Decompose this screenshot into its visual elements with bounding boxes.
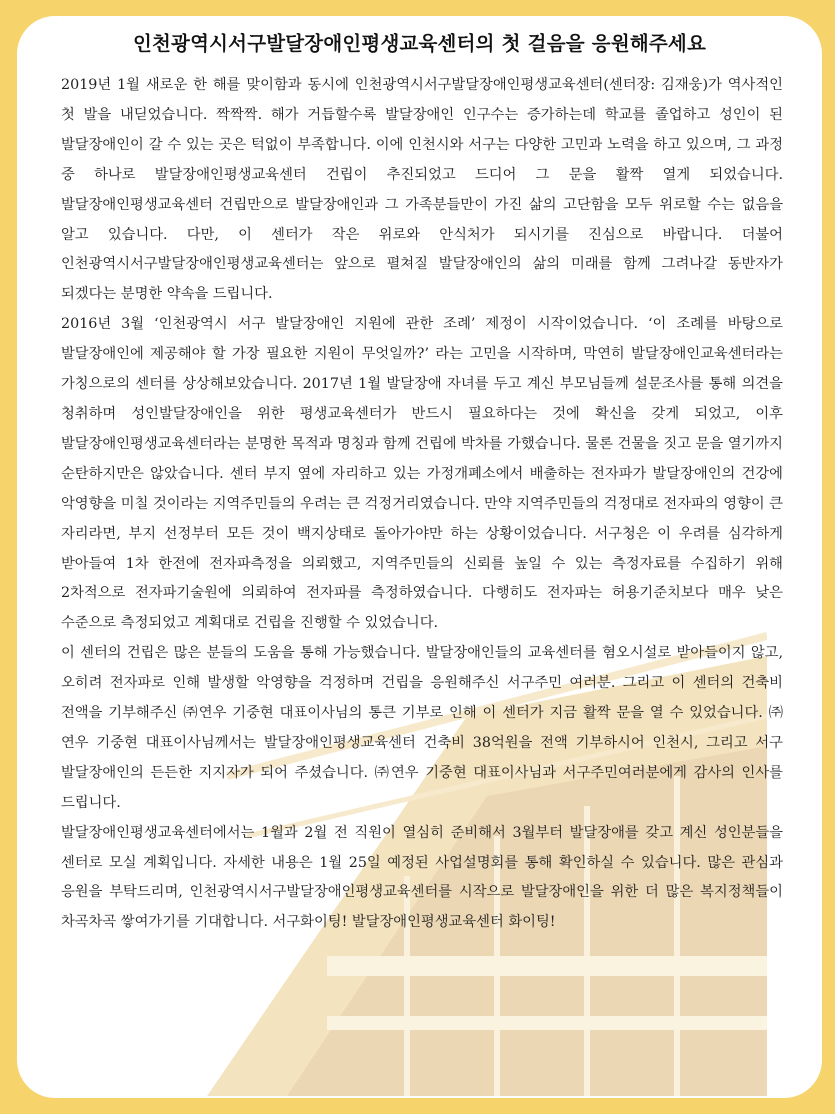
paragraph-1: 2019년 1월 새로운 한 해를 맞이함과 동시에 인천광역시서구발달장애인평생교육센터(센터장: 김재웅)가 역사적인 첫 발을 내딛었습니다. 짝짝짝. 해가 거듭할수록 발달장애인 인구수는 증가하는데 학교를 졸업하고 성인이 된 발달장애인이 갈 수 있는 곳은 턱없이 부족합니다. 이에 인천시와 서구는 다양한 고민과 노력을 하고 있으며, 그 과정 중 하나로 발달장애인평생교육센터 건립이 추진되었고 드디어 그 문을 활짝 열게 되었습니다. 발달장애인평생교육센터 건립만으로 발달장애인과 그 가족분들만이 가진 삶의 고단함을 모두 위로할 수는 없음을 알고 있습니다. 다만, 이 센터가 작은 위로와 안식처가 되시기를 진심으로 바랍니다. 더불어 인천광역시서구발달장애인평생교육센터는 앞으로 펼쳐질 발달장애인의 삶의 미래를 함께 그려나갈 동반자가 되겠다는 분명한 약속을 드립니다. — [61, 77, 783, 303]
paragraph-4: 발달장애인평생교육센터에서는 1월과 2월 전 직원이 열심히 준비해서 3월부터 발달장애를 갖고 계신 성인분들을 센터로 모실 계획입니다. 자세한 내용은 1월 25일 예정된 사업설명회를 통해 확인하실 수 있습니다. 많은 관심과 응원을 부탁드리며, 인천광역시서구발달장애인평생교육센터를 시작으로 발달장애인을 위한 더 많은 복지정책들이 차곡차곡 쌓여가기를 기대합니다. 서구화이팅! 발달장애인평생교육센터 화이팅! — [61, 824, 783, 931]
paragraph-3: 이 센터의 건립은 많은 분들의 도움을 통해 가능했습니다. 발달장애인들의 교육센터를 혐오시설로 받아들이지 않고, 오히려 전자파로 인해 발생할 악영향을 걱정하며 건립을 응원해주신 서구주민 여러분. 그리고 이 센터의 건축비 전액을 기부해주신 ㈜연우 기중현 대표이사님의 통큰 기부로 인해 이 센터가 지금 활짝 문을 열 수 있었습니다. ㈜연우 기중현 대표이사님께서는 발달장애인평생교육센터 건축비 38억원을 전액 기부하시어 인천시, 그리고 서구 발달장애인의 든든한 지지자가 되어 주셨습니다. ㈜연우 기중현 대표이사님과 서구주민여러분에게 감사의 인사를 드립니다. — [61, 645, 783, 811]
article-body — [61, 71, 783, 938]
article-card — [17, 16, 822, 1098]
paragraph-2: 2016년 3월 ‘인천광역시 서구 발달장애인 지원에 관한 조례’ 제정이 시작이었습니다. ‘이 조례를 바탕으로 발달장애인에 제공해야 할 가장 필요한 지원이 무엇일까?’ 라는 고민을 시작하며, 막연히 발달장애인교육센터라는 가칭으로의 센터를 상상해보았습니다. 2017년 1월 발달장애 자녀를 두고 계신 부모님들께 설문조사를 통해 의견을 청취하며 성인발달장애인을 위한 평생교육센터가 반드시 필요하다는 것에 확신을 갖게 되었고, 이후 발달장애인평생교육센터라는 분명한 목적과 명칭과 함께 건립에 박차를 가했습니다. 물론 건물을 짓고 문을 열기까지 순탄하지만은 않았습니다. 센터 부지 옆에 자리하고 있는 가정개폐소에서 배출하는 전자파가 발달장애인의 건강에 악영향을 미칠 것이라는 지역주민들의 우려는 큰 걱정거리였습니다. 만약 지역주민들의 걱정대로 전자파의 영향이 큰 자리라면, 부지 선정부터 모든 것이 백지상태로 돌아가야만 하는 상황이었습니다. 서구청은 이 우려를 심각하게 받아들여 1차 한전에 전자파측정을 의뢰했고, 지역주민들의 신뢰를 높일 수 있는 측정자료를 수집하기 위해 2차적으로 전자파기술원에 의뢰하여 전자파를 측정하였습니다. 다행히도 전자파는 허용기준치보다 매우 낮은 수준으로 측정되었고 계획대로 건립을 진행할 수 있었습니다. — [61, 316, 783, 632]
page-title: 인천광역시서구발달장애인평생교육센터의 첫 걸음을 응원해주세요 — [132, 32, 707, 55]
